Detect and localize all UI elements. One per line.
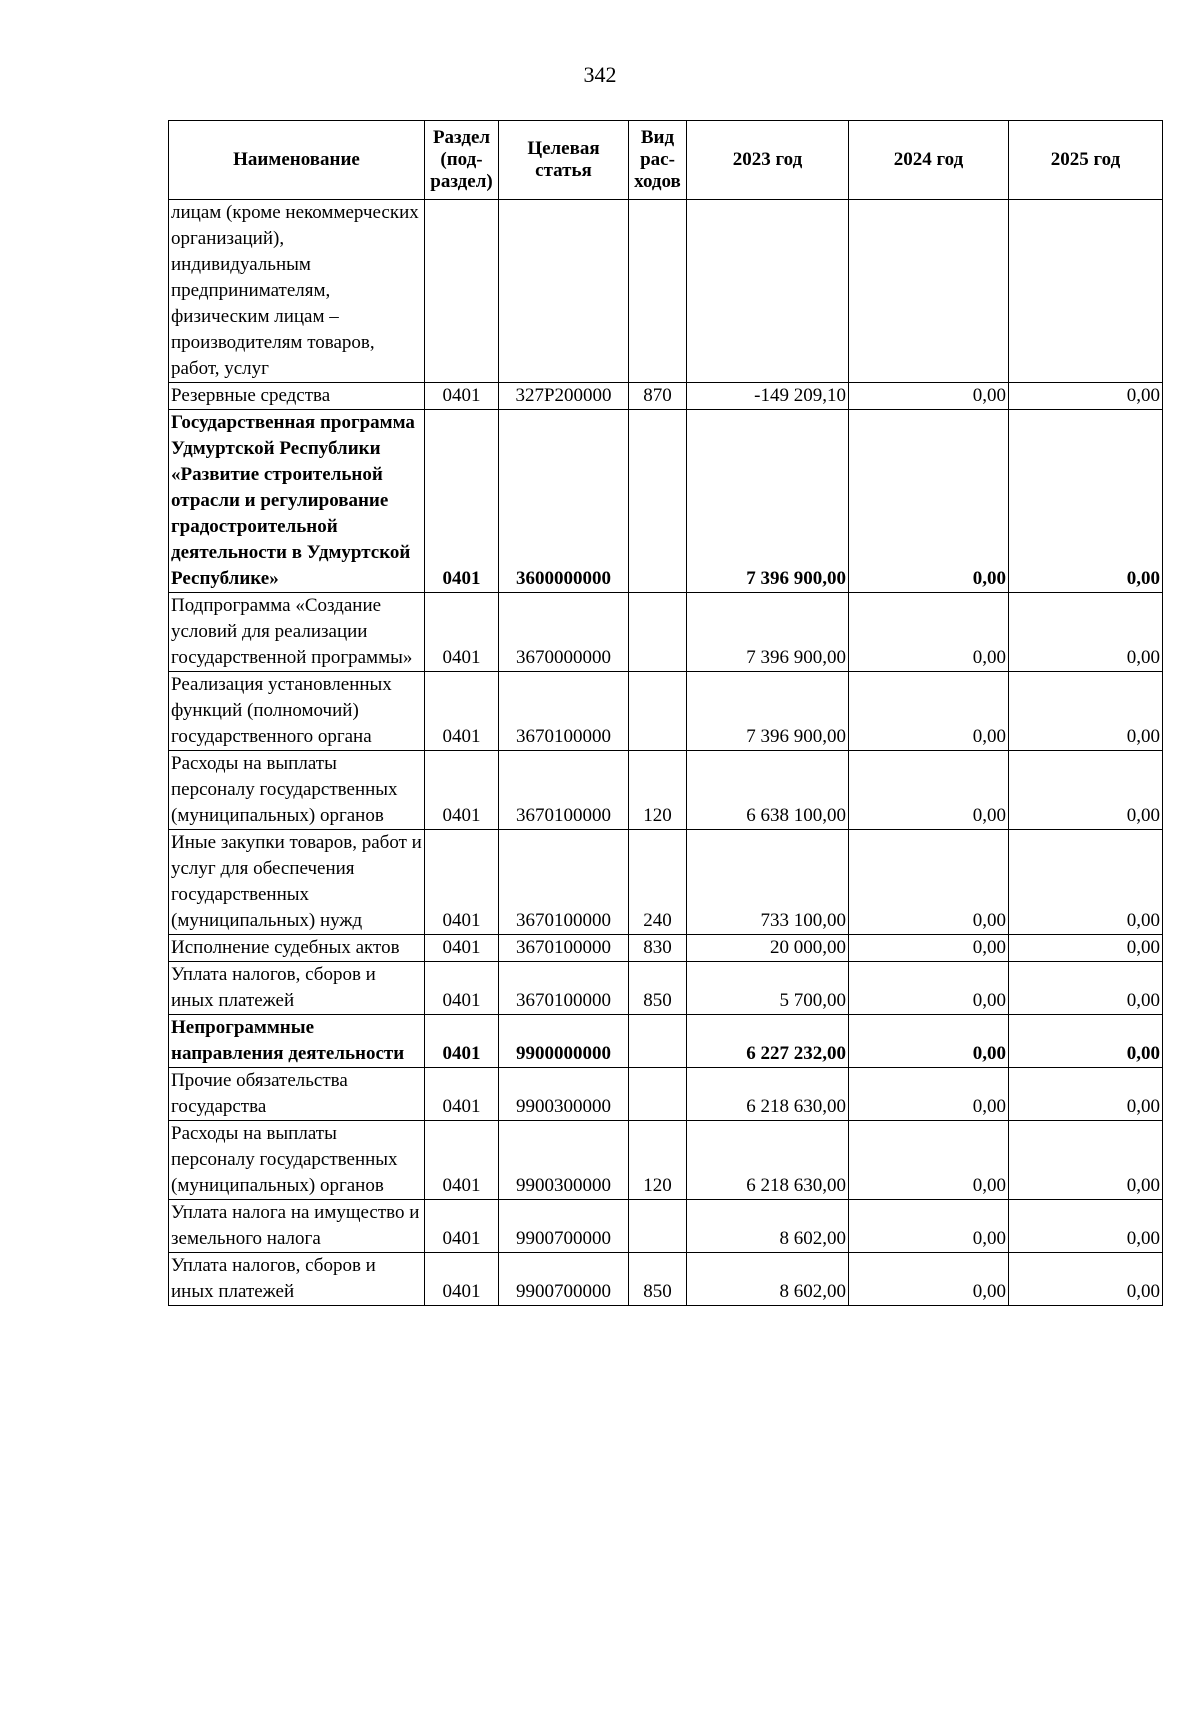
cell-vid: 240 [629,830,687,935]
cell-vid [629,672,687,751]
cell-2024: 0,00 [849,830,1009,935]
cell-article: 3670100000 [499,672,629,751]
cell-2023: 5 700,00 [687,962,849,1015]
cell-2024: 0,00 [849,410,1009,593]
cell-2025: 0,00 [1009,672,1163,751]
cell-section: 0401 [425,1200,499,1253]
cell-article: 3670000000 [499,593,629,672]
cell-2024: 0,00 [849,751,1009,830]
cell-2023: 7 396 900,00 [687,593,849,672]
cell-vid [629,410,687,593]
cell-article: 3670100000 [499,962,629,1015]
cell-name: Исполнение судебных актов [169,935,425,962]
cell-2023: 7 396 900,00 [687,672,849,751]
cell-article: 327P200000 [499,383,629,410]
table-row [169,200,1163,383]
table-row [169,830,1163,935]
cell-section: 0401 [425,383,499,410]
budget-table [168,120,1163,1306]
cell-article: 9900300000 [499,1121,629,1200]
cell-2024: 0,00 [849,1068,1009,1121]
cell-2025 [1009,200,1163,383]
cell-2025: 0,00 [1009,962,1163,1015]
cell-vid [629,1068,687,1121]
cell-vid [629,593,687,672]
cell-2023: 20 000,00 [687,935,849,962]
cell-2023: 733 100,00 [687,830,849,935]
cell-section: 0401 [425,962,499,1015]
cell-name: Уплата налога на имущество и земельного налога [169,1200,425,1253]
cell-name: Уплата налогов, сборов и иных платежей [169,1253,425,1306]
table-row [169,1200,1163,1253]
cell-article: 3670100000 [499,830,629,935]
cell-name: Реализация установленных функций (полномочий) государственного органа [169,672,425,751]
table-header-row [169,121,1163,200]
cell-name: Уплата налогов, сборов и иных платежей [169,962,425,1015]
cell-2023: 6 218 630,00 [687,1121,849,1200]
cell-section [425,200,499,383]
cell-section: 0401 [425,830,499,935]
cell-2023: 7 396 900,00 [687,410,849,593]
cell-section: 0401 [425,751,499,830]
header-article: Целевая статья [499,121,629,200]
header-2025: 2025 год [1009,121,1163,200]
cell-section: 0401 [425,410,499,593]
cell-name: Непрограммные направления деятельности [169,1015,425,1068]
table-row [169,1121,1163,1200]
cell-vid: 120 [629,751,687,830]
cell-2023: 8 602,00 [687,1253,849,1306]
cell-2023: 6 638 100,00 [687,751,849,830]
header-2023: 2023 год [687,121,849,200]
cell-2024: 0,00 [849,1121,1009,1200]
cell-article [499,200,629,383]
cell-vid: 850 [629,1253,687,1306]
cell-2024: 0,00 [849,1200,1009,1253]
cell-name: Подпрограмма «Создание условий для реализации государственной программы» [169,593,425,672]
cell-section: 0401 [425,1253,499,1306]
cell-section: 0401 [425,1015,499,1068]
table-row [169,593,1163,672]
header-vid: Вид рас- ходов [629,121,687,200]
cell-name: Прочие обязательства государства [169,1068,425,1121]
table-row [169,672,1163,751]
cell-2024: 0,00 [849,383,1009,410]
cell-2024 [849,200,1009,383]
cell-2025: 0,00 [1009,1200,1163,1253]
cell-section: 0401 [425,672,499,751]
cell-article: 9900300000 [499,1068,629,1121]
cell-2024: 0,00 [849,1253,1009,1306]
cell-name: Расходы на выплаты персоналу государственных (муниципальных) органов [169,1121,425,1200]
cell-2025: 0,00 [1009,410,1163,593]
header-name: Наименование [169,121,425,200]
cell-article: 3600000000 [499,410,629,593]
cell-name: лицам (кроме некоммерческих организаций), индивидуальным предпринимателям, физическим лицам – производителям товаров, работ, услуг [169,200,425,383]
table-row [169,1253,1163,1306]
page-number: 342 [583,62,617,87]
cell-2024: 0,00 [849,672,1009,751]
cell-2025: 0,00 [1009,751,1163,830]
cell-section: 0401 [425,1068,499,1121]
cell-article: 9900000000 [499,1015,629,1068]
cell-article: 9900700000 [499,1200,629,1253]
cell-article: 3670100000 [499,751,629,830]
cell-2025: 0,00 [1009,1253,1163,1306]
cell-vid: 870 [629,383,687,410]
cell-2025: 0,00 [1009,1068,1163,1121]
table-row [169,935,1163,962]
cell-vid [629,1200,687,1253]
table-row [169,383,1163,410]
cell-vid: 830 [629,935,687,962]
cell-2025: 0,00 [1009,935,1163,962]
cell-2024: 0,00 [849,935,1009,962]
cell-2025: 0,00 [1009,1015,1163,1068]
cell-2023: 6 227 232,00 [687,1015,849,1068]
cell-2025: 0,00 [1009,830,1163,935]
cell-2023: -149 209,10 [687,383,849,410]
cell-name: Иные закупки товаров, работ и услуг для обеспечения государственных (муниципальных) нужд [169,830,425,935]
cell-2025: 0,00 [1009,593,1163,672]
cell-2024: 0,00 [849,1015,1009,1068]
cell-article: 3670100000 [499,935,629,962]
cell-vid [629,200,687,383]
cell-2024: 0,00 [849,962,1009,1015]
cell-vid: 120 [629,1121,687,1200]
cell-2025: 0,00 [1009,383,1163,410]
table-row [169,1068,1163,1121]
table-row [169,751,1163,830]
table-row [169,1015,1163,1068]
cell-section: 0401 [425,593,499,672]
cell-name: Государственная программа Удмуртской Республики «Развитие строительной отрасли и регулирование градостроительной деятельности в Удмуртской Республике» [169,410,425,593]
cell-name: Расходы на выплаты персоналу государственных (муниципальных) органов [169,751,425,830]
cell-2023: 8 602,00 [687,1200,849,1253]
cell-vid [629,1015,687,1068]
cell-2023: 6 218 630,00 [687,1068,849,1121]
header-2024: 2024 год [849,121,1009,200]
table-row [169,962,1163,1015]
cell-section: 0401 [425,935,499,962]
header-section: Раздел (под- раздел) [425,121,499,200]
cell-article: 9900700000 [499,1253,629,1306]
cell-2025: 0,00 [1009,1121,1163,1200]
table-row [169,410,1163,593]
cell-2023 [687,200,849,383]
cell-name: Резервные средства [169,383,425,410]
cell-section: 0401 [425,1121,499,1200]
cell-vid: 850 [629,962,687,1015]
cell-2024: 0,00 [849,593,1009,672]
